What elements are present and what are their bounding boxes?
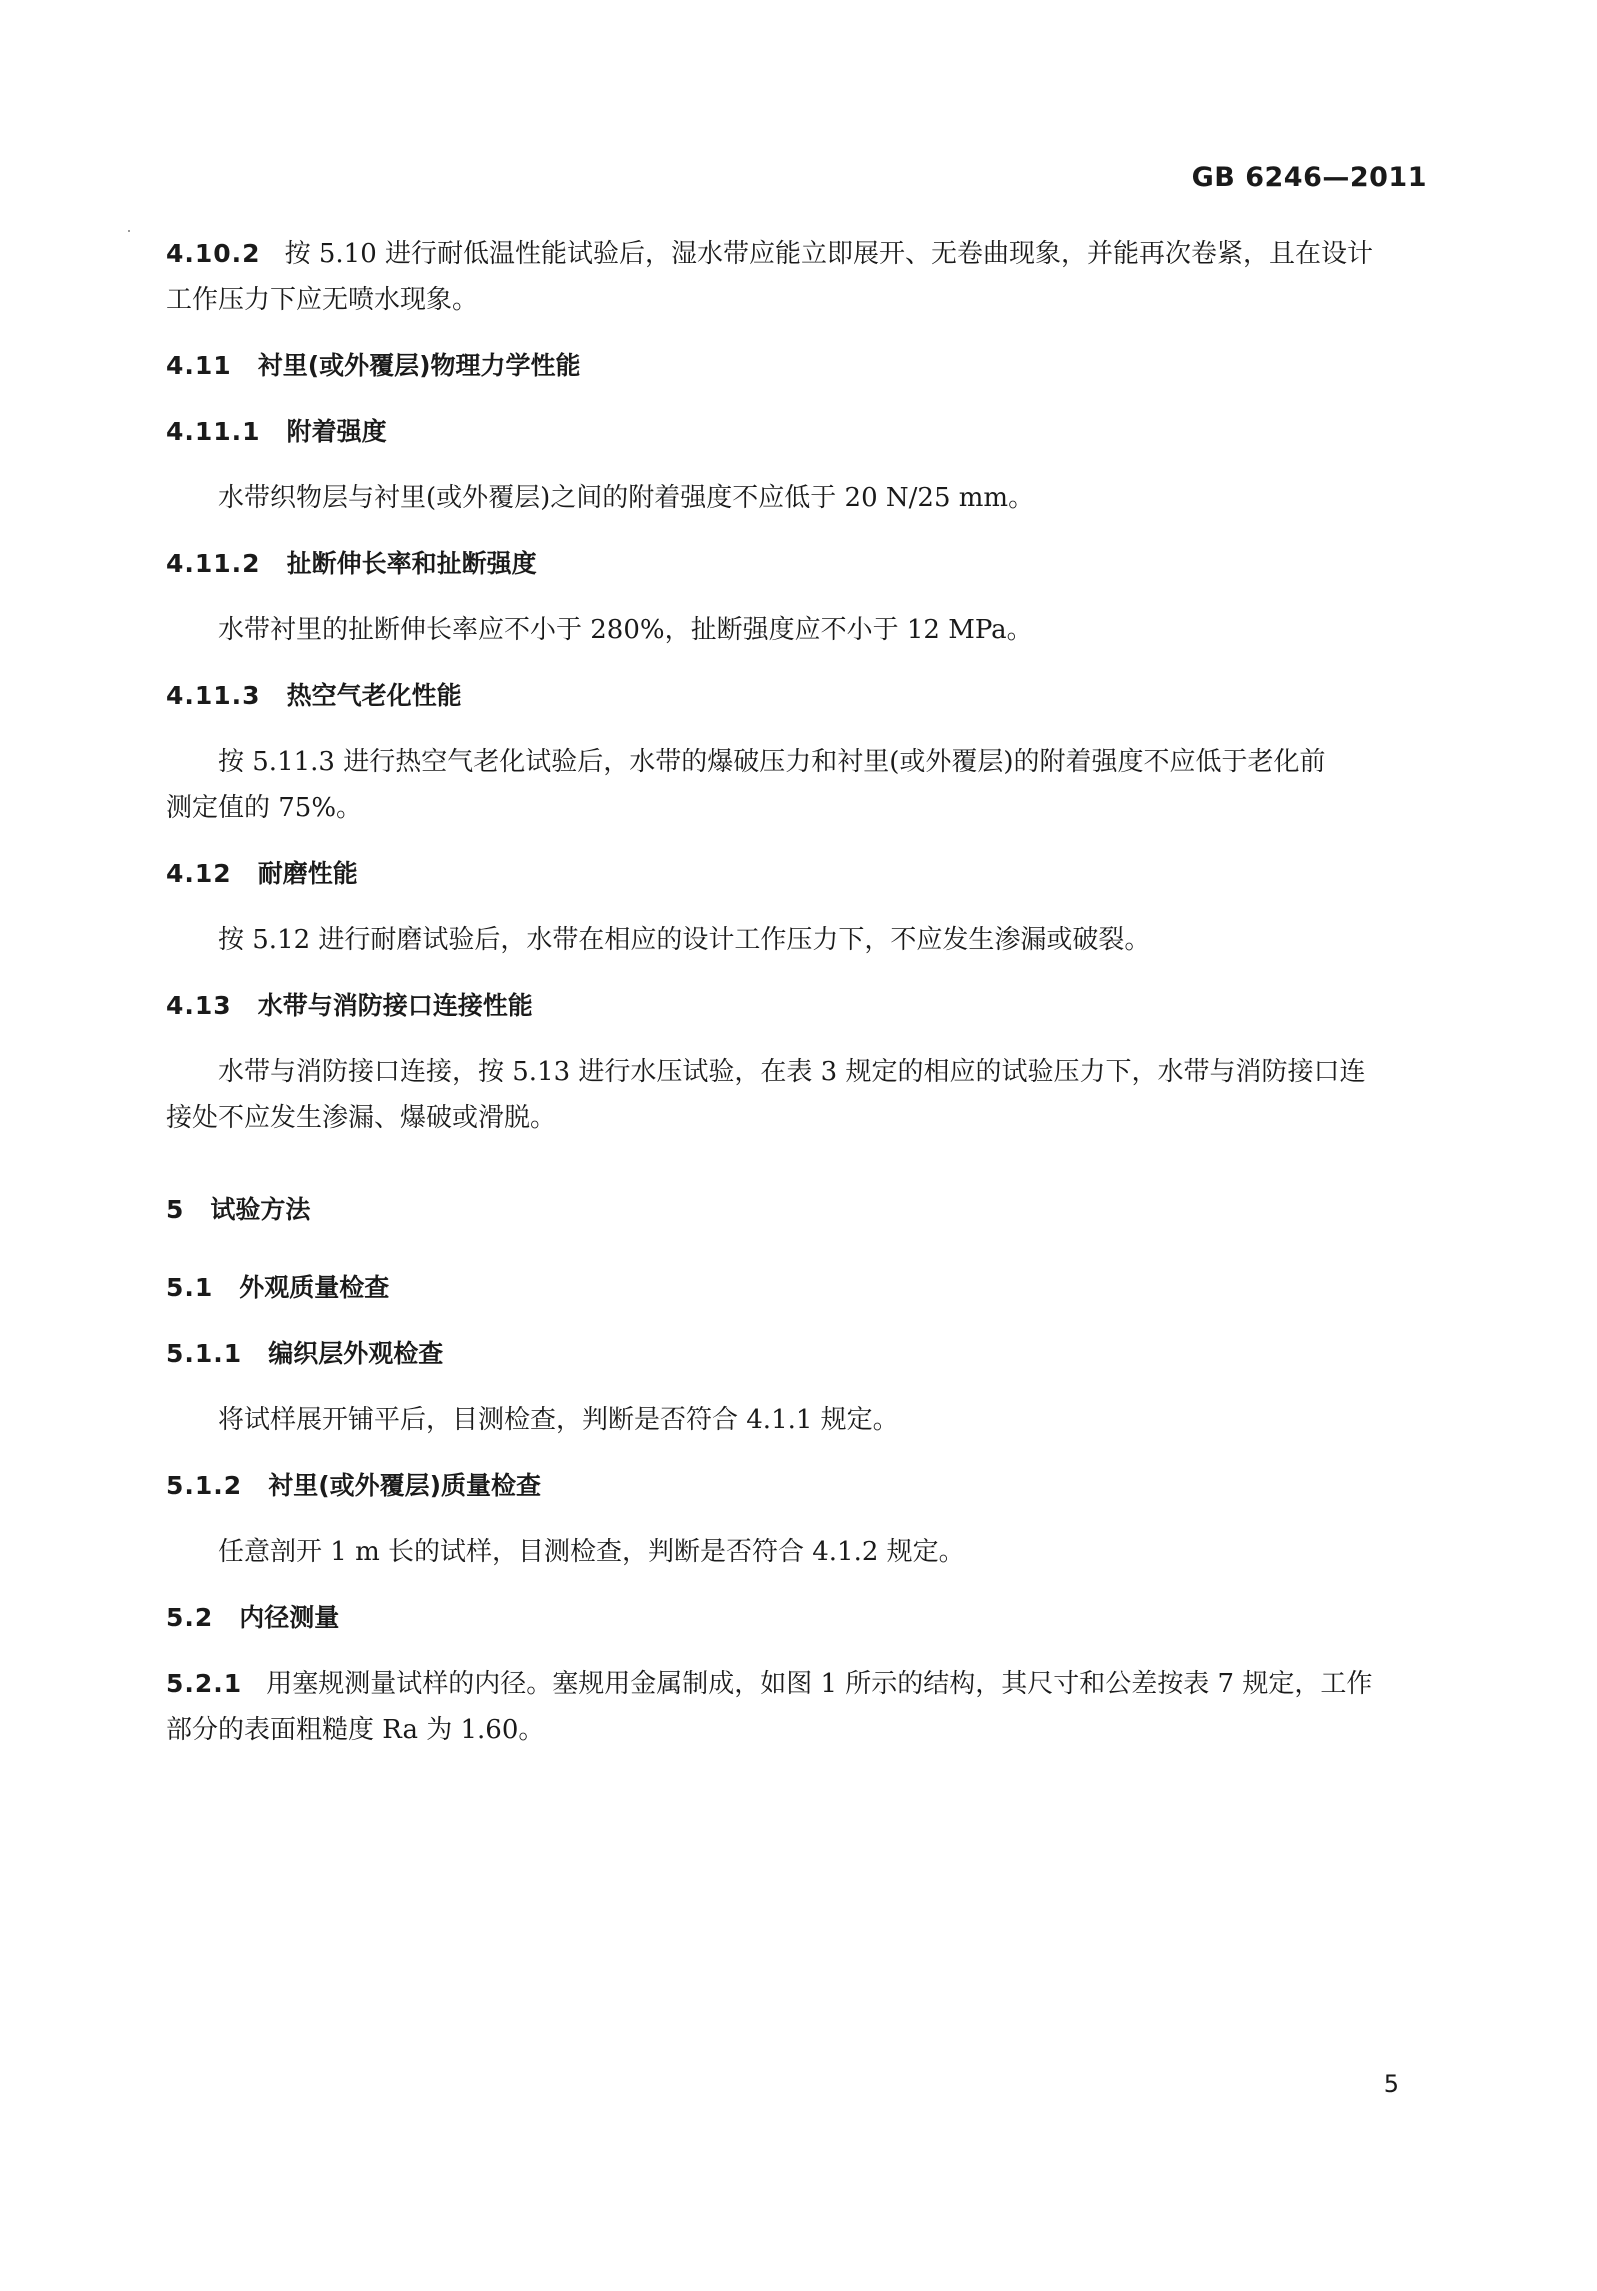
heading-5 <box>166 1186 1436 1234</box>
heading-title: 水带与消防接口连接性能 <box>257 991 533 1020</box>
heading-4-11-2 <box>166 540 1436 588</box>
heading-4-11-3 <box>166 672 1436 720</box>
paragraph-5-2-1-line2: 部分的表面粗糙度 Ra 为 1.60。 <box>166 1715 545 1745</box>
paragraph-4-12: 按 5.12 进行耐磨试验后，水带在相应的设计工作压力下，不应发生渗漏或破裂。 <box>218 925 1151 955</box>
heading-title: 衬里(或外覆层)物理力学性能 <box>257 351 581 380</box>
heading-5-1 <box>166 1264 1436 1312</box>
paragraph-text: 用塞规测量试样的内径。塞规用金属制成，如图 1 所示的结构，其尺寸和公差按表 7 规定，工作 <box>266 1669 1373 1699</box>
clause-number: 4.11 <box>166 351 232 380</box>
clause-number: 4.10.2 <box>166 239 261 268</box>
paragraph-text: 按 5.10 进行耐低温性能试验后，湿水带应能立即展开、无卷曲现象，并能再次卷紧，且在设计 <box>284 239 1373 269</box>
clause-number: 5.1.1 <box>166 1339 243 1368</box>
heading-5-1-2 <box>166 1462 1436 1510</box>
clause-number: 5.2 <box>166 1603 214 1632</box>
paragraph-4-11-2: 水带衬里的扯断伸长率应不小于 280%，扯断强度应不小于 12 MPa。 <box>218 615 1033 645</box>
heading-title: 内径测量 <box>239 1603 340 1632</box>
scan-mark <box>128 230 130 232</box>
paragraph-5-1-1: 将试样展开铺平后，目测检查，判断是否符合 4.1.1 规定。 <box>218 1405 899 1435</box>
paragraph-5-1-2: 任意剖开 1 m 长的试样，目测检查，判断是否符合 4.1.2 规定。 <box>218 1537 965 1567</box>
clause-number: 5 <box>166 1195 185 1224</box>
heading-title: 热空气老化性能 <box>286 681 462 710</box>
heading-4-11-1 <box>166 408 1436 456</box>
clause-number: 4.13 <box>166 991 232 1020</box>
paragraph-5-2-1-line1 <box>166 1660 1436 1708</box>
clause-number: 4.11.1 <box>166 417 261 446</box>
clause-number: 5.1 <box>166 1273 214 1302</box>
heading-title: 耐磨性能 <box>257 859 358 888</box>
page-number: 5 <box>1383 2070 1399 2098</box>
heading-4-13 <box>166 982 1436 1030</box>
heading-title: 试验方法 <box>210 1195 311 1224</box>
clause-number: 4.11.3 <box>166 681 261 710</box>
clause-number: 5.1.2 <box>166 1471 243 1500</box>
paragraph-4-13-line1: 水带与消防接口连接，按 5.13 进行水压试验，在表 3 规定的相应的试验压力下，水带与消防接口连 <box>218 1057 1366 1087</box>
heading-title: 编织层外观检查 <box>268 1339 444 1368</box>
heading-5-1-1 <box>166 1330 1436 1378</box>
paragraph-4-11-3-line2: 测定值的 75%。 <box>166 793 363 823</box>
clause-number: 4.12 <box>166 859 232 888</box>
paragraph-4-10-2-line1 <box>166 230 1436 278</box>
heading-title: 衬里(或外覆层)质量检查 <box>268 1471 542 1500</box>
paragraph-4-10-2-line2: 工作压力下应无喷水现象。 <box>166 285 479 315</box>
clause-number: 5.2.1 <box>166 1669 243 1698</box>
heading-5-2 <box>166 1594 1436 1642</box>
paragraph-4-11-1: 水带织物层与衬里(或外覆层)之间的附着强度不应低于 20 N/25 mm。 <box>218 483 1035 513</box>
heading-title: 附着强度 <box>286 417 387 446</box>
heading-title: 外观质量检查 <box>239 1273 390 1302</box>
heading-4-11 <box>166 342 1436 390</box>
heading-4-12 <box>166 850 1436 898</box>
clause-number: 4.11.2 <box>166 549 261 578</box>
paragraph-4-13-line2: 接处不应发生渗漏、爆破或滑脱。 <box>166 1103 557 1133</box>
standard-code: GB 6246—2011 <box>1191 162 1427 193</box>
heading-title: 扯断伸长率和扯断强度 <box>286 549 537 578</box>
paragraph-4-11-3-line1: 按 5.11.3 进行热空气老化试验后，水带的爆破压力和衬里(或外覆层)的附着强度不应低于老化前 <box>218 747 1326 777</box>
